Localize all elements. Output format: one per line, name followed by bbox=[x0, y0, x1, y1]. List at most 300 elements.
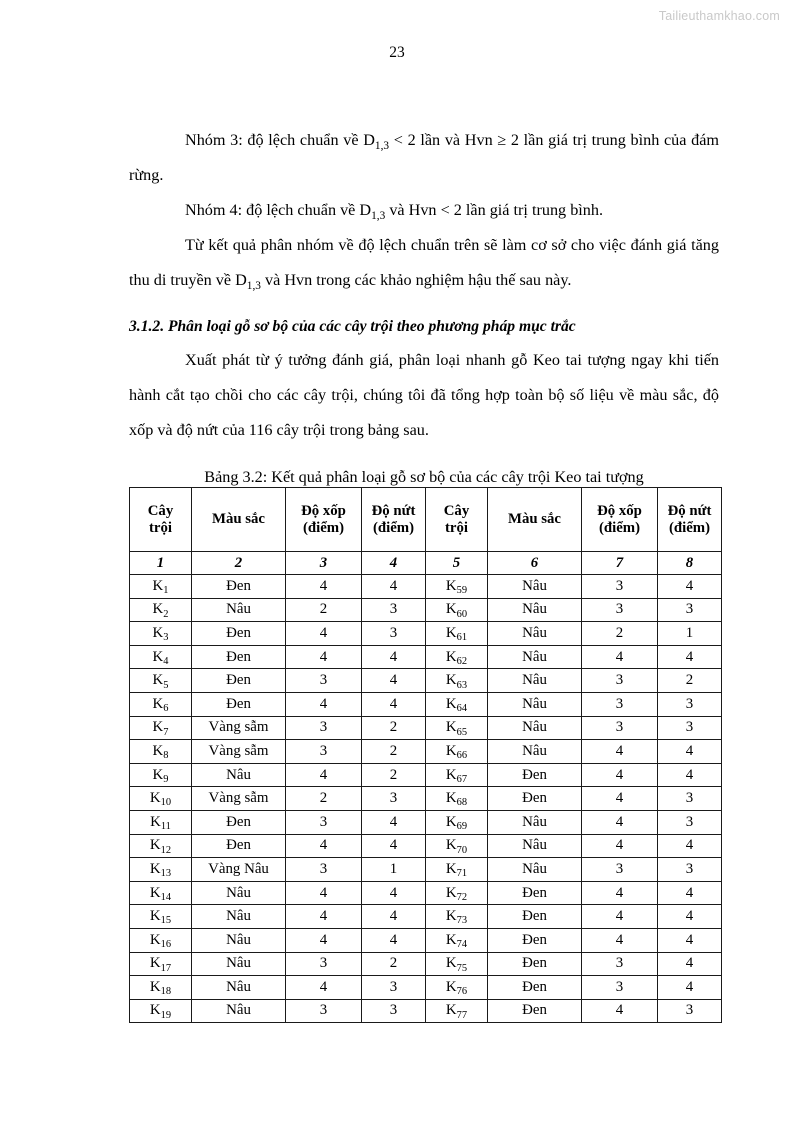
header-line-2: trội bbox=[148, 519, 172, 536]
table-row bbox=[130, 716, 722, 740]
cell-tree-id-left bbox=[130, 928, 192, 952]
tree-id-index: 70 bbox=[456, 844, 468, 856]
cell-tree-id-left bbox=[130, 622, 192, 646]
cell-crack-right: 1 bbox=[658, 622, 722, 646]
cell-crack-right: 4 bbox=[658, 645, 722, 669]
cell-porosity-left: 4 bbox=[286, 928, 362, 952]
table-row bbox=[130, 622, 722, 646]
table-header-row bbox=[130, 488, 722, 552]
tree-id-index: 9 bbox=[163, 773, 169, 785]
cell-color-left: Đen bbox=[192, 645, 286, 669]
tree-id-label: K bbox=[152, 742, 164, 759]
table-row bbox=[130, 858, 722, 882]
tree-id-index: 19 bbox=[160, 1009, 172, 1021]
cell-color-left: Đen bbox=[192, 692, 286, 716]
tree-id-index: 77 bbox=[456, 1009, 468, 1021]
cell-porosity-left: 3 bbox=[286, 810, 362, 834]
cell-color-right: Nâu bbox=[488, 858, 582, 882]
cell-crack-right: 3 bbox=[658, 999, 722, 1023]
tree-id-label: K bbox=[445, 908, 457, 925]
cell-crack-left: 3 bbox=[362, 999, 426, 1023]
tree-id-label: K bbox=[445, 837, 457, 854]
tree-id-label: K bbox=[445, 813, 457, 830]
table-body bbox=[130, 552, 722, 1023]
cell-tree-id-right bbox=[426, 645, 488, 669]
paragraph-conclusion-text-a: Từ kết quả phân nhóm về độ lệch chuẩn trên sẽ làm cơ sở cho việc đánh giá tăng thu di truyền về D bbox=[129, 236, 719, 289]
cell-crack-left: 4 bbox=[362, 645, 426, 669]
tree-id-label: K bbox=[445, 648, 457, 665]
tree-id-index: 73 bbox=[456, 915, 468, 927]
tree-id-index: 7 bbox=[163, 726, 169, 738]
header-cell-do-xop-2 bbox=[582, 488, 658, 552]
cell-tree-id-right bbox=[426, 976, 488, 1000]
cell-tree-id-left bbox=[130, 692, 192, 716]
tree-id-label: K bbox=[445, 931, 457, 948]
tree-id-index: 76 bbox=[456, 986, 468, 998]
header-line-1: Cây bbox=[443, 502, 470, 519]
tree-id-label: K bbox=[149, 908, 161, 925]
column-number-cell: 8 bbox=[658, 552, 722, 575]
cell-color-right: Nâu bbox=[488, 622, 582, 646]
cell-color-right: Nâu bbox=[488, 834, 582, 858]
cell-color-left: Nâu bbox=[192, 905, 286, 929]
cell-tree-id-left bbox=[130, 976, 192, 1000]
classification-table bbox=[129, 487, 722, 1023]
cell-color-left: Vàng Nâu bbox=[192, 858, 286, 882]
tree-id-label: K bbox=[445, 790, 457, 807]
cell-color-left: Vàng sẫm bbox=[192, 787, 286, 811]
paragraph-group-4 bbox=[129, 193, 719, 228]
table-caption: Bảng 3.2: Kết quả phân loại gỗ sơ bộ của các cây trội Keo tai tượng bbox=[204, 468, 644, 486]
cell-crack-left: 4 bbox=[362, 669, 426, 693]
cell-porosity-right: 4 bbox=[582, 645, 658, 669]
cell-tree-id-right bbox=[426, 575, 488, 599]
cell-color-right: Nâu bbox=[488, 575, 582, 599]
cell-tree-id-right bbox=[426, 740, 488, 764]
cell-color-right: Đen bbox=[488, 881, 582, 905]
tree-id-index: 69 bbox=[456, 821, 468, 833]
table-row bbox=[130, 928, 722, 952]
tree-id-index: 11 bbox=[160, 821, 171, 833]
cell-porosity-left: 4 bbox=[286, 622, 362, 646]
cell-crack-left: 4 bbox=[362, 928, 426, 952]
tree-id-label: K bbox=[150, 813, 161, 830]
tree-id-index: 67 bbox=[456, 773, 468, 785]
header-line-1: Màu sắc bbox=[507, 511, 562, 527]
cell-porosity-left: 3 bbox=[286, 740, 362, 764]
tree-id-label: K bbox=[445, 624, 457, 641]
cell-crack-right: 3 bbox=[658, 787, 722, 811]
paragraph-group-3-text-b: < 2 lần và Hvn ≥ 2 lần giá trị trung bình của đám rừng. bbox=[129, 131, 719, 184]
tree-id-index: 15 bbox=[160, 915, 172, 927]
tree-id-label: K bbox=[149, 884, 161, 901]
paragraph-group-4-text-a: Nhóm 4: độ lệch chuẩn về D bbox=[185, 201, 372, 219]
tree-id-index: 17 bbox=[160, 962, 172, 974]
header-line-2: (điểm) bbox=[668, 519, 711, 536]
tree-id-label: K bbox=[152, 648, 164, 665]
cell-porosity-right: 3 bbox=[582, 952, 658, 976]
cell-color-right: Đen bbox=[488, 999, 582, 1023]
cell-porosity-right: 4 bbox=[582, 881, 658, 905]
paragraph-section-body: Xuất phát từ ý tưởng đánh giá, phân loại nhanh gỗ Keo tai tượng ngay khi tiến hành cắt tạo chồi cho các cây trội, chúng tôi đã tổng hợp toàn bộ số liệu về màu sắc, độ xốp và độ nứt của 116 cây trội trong bảng sau. bbox=[129, 351, 719, 439]
header-line-2: (điểm) bbox=[372, 519, 415, 536]
table-row bbox=[130, 976, 722, 1000]
cell-crack-left: 2 bbox=[362, 952, 426, 976]
cell-crack-right: 4 bbox=[658, 881, 722, 905]
cell-porosity-right: 4 bbox=[582, 928, 658, 952]
tree-id-index: 72 bbox=[456, 891, 468, 903]
column-number-cell: 1 bbox=[130, 552, 192, 575]
cell-tree-id-left bbox=[130, 598, 192, 622]
cell-tree-id-left bbox=[130, 905, 192, 929]
cell-tree-id-right bbox=[426, 834, 488, 858]
tree-id-label: K bbox=[445, 884, 457, 901]
cell-color-right: Nâu bbox=[488, 598, 582, 622]
tree-id-label: K bbox=[149, 837, 161, 854]
column-number-row bbox=[130, 552, 722, 575]
cell-porosity-left: 4 bbox=[286, 976, 362, 1000]
tree-id-label: K bbox=[149, 978, 161, 995]
cell-porosity-right: 3 bbox=[582, 692, 658, 716]
cell-porosity-left: 3 bbox=[286, 716, 362, 740]
cell-porosity-right: 2 bbox=[582, 622, 658, 646]
tree-id-label: K bbox=[445, 672, 457, 689]
cell-tree-id-right bbox=[426, 999, 488, 1023]
cell-color-left: Đen bbox=[192, 669, 286, 693]
cell-porosity-left: 4 bbox=[286, 881, 362, 905]
tree-id-label: K bbox=[149, 1002, 161, 1019]
cell-tree-id-left bbox=[130, 575, 192, 599]
cell-crack-left: 4 bbox=[362, 881, 426, 905]
cell-porosity-left: 4 bbox=[286, 645, 362, 669]
table-container bbox=[129, 487, 720, 1023]
section-heading-3-1-2: 3.1.2. Phân loại gỗ sơ bộ của các cây trội theo phương pháp mục trắc bbox=[129, 318, 576, 335]
tree-id-index: 62 bbox=[456, 655, 468, 667]
tree-id-label: K bbox=[445, 978, 457, 995]
table-row bbox=[130, 763, 722, 787]
column-number-cell: 7 bbox=[582, 552, 658, 575]
tree-id-index: 74 bbox=[456, 939, 468, 951]
cell-porosity-left: 2 bbox=[286, 598, 362, 622]
tree-id-index: 3 bbox=[163, 632, 169, 644]
cell-porosity-right: 3 bbox=[582, 669, 658, 693]
cell-porosity-right: 3 bbox=[582, 976, 658, 1000]
cell-crack-left: 4 bbox=[362, 834, 426, 858]
cell-tree-id-left bbox=[130, 669, 192, 693]
tree-id-index: 5 bbox=[163, 679, 169, 691]
cell-crack-right: 4 bbox=[658, 952, 722, 976]
cell-porosity-left: 4 bbox=[286, 763, 362, 787]
cell-porosity-right: 3 bbox=[582, 858, 658, 882]
cell-crack-right: 3 bbox=[658, 858, 722, 882]
cell-tree-id-right bbox=[426, 905, 488, 929]
cell-tree-id-right bbox=[426, 763, 488, 787]
header-line-2: (điểm) bbox=[598, 519, 641, 536]
tree-id-label: K bbox=[152, 577, 164, 594]
cell-color-left: Đen bbox=[192, 622, 286, 646]
tree-id-label: K bbox=[445, 1002, 457, 1019]
cell-tree-id-right bbox=[426, 952, 488, 976]
document-body bbox=[129, 123, 719, 492]
cell-crack-left: 4 bbox=[362, 692, 426, 716]
column-number-cell: 5 bbox=[426, 552, 488, 575]
cell-color-left: Nâu bbox=[192, 976, 286, 1000]
tree-id-index: 1 bbox=[163, 585, 169, 597]
tree-id-index: 68 bbox=[456, 797, 468, 809]
table-row bbox=[130, 575, 722, 599]
cell-crack-left: 4 bbox=[362, 575, 426, 599]
tree-id-label: K bbox=[445, 695, 457, 712]
cell-color-left: Nâu bbox=[192, 928, 286, 952]
cell-crack-right: 4 bbox=[658, 834, 722, 858]
cell-porosity-left: 3 bbox=[286, 952, 362, 976]
column-number-cell: 2 bbox=[192, 552, 286, 575]
table-row bbox=[130, 787, 722, 811]
tree-id-label: K bbox=[149, 955, 161, 972]
table-row bbox=[130, 598, 722, 622]
subscript-d13-1: 1,3 bbox=[374, 139, 390, 152]
cell-porosity-right: 4 bbox=[582, 740, 658, 764]
cell-color-right: Đen bbox=[488, 952, 582, 976]
cell-porosity-left: 4 bbox=[286, 692, 362, 716]
cell-color-right: Đen bbox=[488, 763, 582, 787]
cell-porosity-left: 4 bbox=[286, 834, 362, 858]
tree-id-index: 13 bbox=[160, 868, 172, 880]
tree-id-label: K bbox=[152, 766, 164, 783]
cell-color-right: Đen bbox=[488, 976, 582, 1000]
cell-color-right: Nâu bbox=[488, 692, 582, 716]
header-line-1: Cây bbox=[147, 502, 174, 519]
cell-porosity-right: 3 bbox=[582, 598, 658, 622]
tree-id-label: K bbox=[152, 719, 164, 736]
tree-id-label: K bbox=[152, 672, 164, 689]
tree-id-index: 60 bbox=[456, 608, 468, 620]
cell-tree-id-left bbox=[130, 834, 192, 858]
cell-porosity-left: 3 bbox=[286, 669, 362, 693]
page-number: 23 bbox=[389, 44, 405, 61]
tree-id-index: 66 bbox=[456, 750, 468, 762]
tree-id-index: 12 bbox=[160, 844, 172, 856]
cell-tree-id-right bbox=[426, 622, 488, 646]
tree-id-index: 4 bbox=[163, 655, 169, 667]
cell-tree-id-left bbox=[130, 763, 192, 787]
cell-tree-id-right bbox=[426, 598, 488, 622]
cell-tree-id-left bbox=[130, 952, 192, 976]
subscript-d13-2: 1,3 bbox=[371, 209, 386, 222]
cell-color-left: Đen bbox=[192, 834, 286, 858]
table-row bbox=[130, 952, 722, 976]
cell-crack-left: 2 bbox=[362, 740, 426, 764]
tree-id-label: K bbox=[445, 766, 457, 783]
cell-crack-left: 4 bbox=[362, 905, 426, 929]
header-line-1: Độ xốp bbox=[301, 502, 346, 519]
paragraph-group-3 bbox=[129, 123, 719, 193]
paragraph-group-3-text-a: Nhóm 3: độ lệch chuẩn về D bbox=[185, 131, 375, 149]
cell-crack-left: 3 bbox=[362, 622, 426, 646]
cell-color-left: Nâu bbox=[192, 881, 286, 905]
header-line-1: Độ nứt bbox=[371, 502, 416, 519]
cell-color-left: Đen bbox=[192, 575, 286, 599]
cell-crack-right: 3 bbox=[658, 598, 722, 622]
cell-color-left: Nâu bbox=[192, 763, 286, 787]
cell-color-right: Đen bbox=[488, 787, 582, 811]
cell-crack-left: 3 bbox=[362, 787, 426, 811]
cell-tree-id-left bbox=[130, 787, 192, 811]
cell-tree-id-right bbox=[426, 881, 488, 905]
cell-porosity-right: 3 bbox=[582, 716, 658, 740]
cell-porosity-right: 4 bbox=[582, 905, 658, 929]
cell-tree-id-right bbox=[426, 858, 488, 882]
cell-color-left: Nâu bbox=[192, 999, 286, 1023]
cell-crack-left: 4 bbox=[362, 810, 426, 834]
cell-tree-id-left bbox=[130, 716, 192, 740]
cell-color-right: Nâu bbox=[488, 669, 582, 693]
table-row bbox=[130, 669, 722, 693]
cell-color-right: Nâu bbox=[488, 716, 582, 740]
tree-id-index: 10 bbox=[160, 797, 172, 809]
header-cell-cay-troi-2 bbox=[426, 488, 488, 552]
tree-id-index: 14 bbox=[160, 891, 172, 903]
cell-tree-id-left bbox=[130, 999, 192, 1023]
column-number-cell: 3 bbox=[286, 552, 362, 575]
cell-tree-id-left bbox=[130, 740, 192, 764]
cell-color-right: Đen bbox=[488, 928, 582, 952]
header-cell-do-xop-1 bbox=[286, 488, 362, 552]
cell-color-right: Nâu bbox=[488, 645, 582, 669]
cell-crack-right: 4 bbox=[658, 976, 722, 1000]
paragraph-conclusion bbox=[129, 228, 719, 298]
cell-crack-left: 1 bbox=[362, 858, 426, 882]
tree-id-label: K bbox=[445, 860, 457, 877]
cell-tree-id-right bbox=[426, 928, 488, 952]
tree-id-label: K bbox=[445, 719, 457, 736]
table-row bbox=[130, 834, 722, 858]
header-line-1: Độ nứt bbox=[667, 502, 712, 519]
cell-crack-right: 4 bbox=[658, 905, 722, 929]
header-cell-cay-troi-1 bbox=[130, 488, 192, 552]
tree-id-label: K bbox=[445, 742, 457, 759]
watermark-text: Tailieuthamkhao.com bbox=[658, 9, 780, 23]
tree-id-index: 63 bbox=[456, 679, 468, 691]
tree-id-label: K bbox=[152, 601, 164, 618]
cell-tree-id-right bbox=[426, 787, 488, 811]
cell-tree-id-left bbox=[130, 645, 192, 669]
cell-porosity-right: 4 bbox=[582, 999, 658, 1023]
cell-porosity-right: 3 bbox=[582, 575, 658, 599]
cell-crack-right: 3 bbox=[658, 692, 722, 716]
header-cell-do-nut-2 bbox=[658, 488, 722, 552]
cell-tree-id-right bbox=[426, 810, 488, 834]
tree-id-index: 75 bbox=[456, 962, 468, 974]
tree-id-index: 59 bbox=[456, 585, 468, 597]
cell-color-right: Đen bbox=[488, 905, 582, 929]
header-line-2: trội bbox=[444, 519, 468, 536]
cell-crack-left: 3 bbox=[362, 598, 426, 622]
cell-porosity-left: 4 bbox=[286, 905, 362, 929]
header-cell-mau-sac-2 bbox=[488, 488, 582, 552]
cell-crack-right: 4 bbox=[658, 928, 722, 952]
cell-color-left: Vàng sẫm bbox=[192, 716, 286, 740]
cell-color-left: Nâu bbox=[192, 598, 286, 622]
cell-tree-id-right bbox=[426, 669, 488, 693]
tree-id-label: K bbox=[445, 601, 457, 618]
table-row bbox=[130, 740, 722, 764]
cell-crack-right: 3 bbox=[658, 810, 722, 834]
tree-id-index: 16 bbox=[160, 939, 172, 951]
cell-color-left: Vàng sẫm bbox=[192, 740, 286, 764]
cell-porosity-right: 4 bbox=[582, 810, 658, 834]
table-row bbox=[130, 645, 722, 669]
cell-porosity-right: 4 bbox=[582, 787, 658, 811]
cell-crack-right: 4 bbox=[658, 763, 722, 787]
tree-id-label: K bbox=[445, 577, 457, 594]
tree-id-label: K bbox=[149, 790, 161, 807]
tree-id-index: 8 bbox=[163, 750, 169, 762]
cell-porosity-right: 4 bbox=[582, 763, 658, 787]
tree-id-label: K bbox=[149, 860, 161, 877]
cell-crack-right: 4 bbox=[658, 740, 722, 764]
table-row bbox=[130, 881, 722, 905]
tree-id-label: K bbox=[152, 695, 164, 712]
table-head bbox=[130, 488, 722, 552]
cell-color-right: Nâu bbox=[488, 810, 582, 834]
table-row bbox=[130, 692, 722, 716]
cell-color-left: Đen bbox=[192, 810, 286, 834]
header-cell-do-nut-1 bbox=[362, 488, 426, 552]
tree-id-index: 64 bbox=[456, 703, 468, 715]
tree-id-index: 61 bbox=[456, 632, 468, 644]
column-number-cell: 6 bbox=[488, 552, 582, 575]
table-row bbox=[130, 905, 722, 929]
cell-porosity-left: 4 bbox=[286, 575, 362, 599]
tree-id-index: 2 bbox=[163, 608, 169, 620]
header-line-2: (điểm) bbox=[302, 519, 345, 536]
cell-porosity-left: 3 bbox=[286, 858, 362, 882]
cell-crack-left: 3 bbox=[362, 976, 426, 1000]
cell-porosity-left: 3 bbox=[286, 999, 362, 1023]
cell-porosity-left: 2 bbox=[286, 787, 362, 811]
paragraph-group-4-text-b: và Hvn < 2 lần giá trị trung bình. bbox=[385, 201, 604, 219]
cell-crack-right: 2 bbox=[658, 669, 722, 693]
cell-crack-right: 3 bbox=[658, 716, 722, 740]
tree-id-label: K bbox=[152, 624, 164, 641]
tree-id-label: K bbox=[149, 931, 161, 948]
cell-color-left: Nâu bbox=[192, 952, 286, 976]
cell-crack-right: 4 bbox=[658, 575, 722, 599]
cell-tree-id-right bbox=[426, 716, 488, 740]
cell-color-right: Nâu bbox=[488, 740, 582, 764]
header-line-1: Độ xốp bbox=[597, 502, 642, 519]
header-line-1: Màu sắc bbox=[211, 511, 266, 527]
cell-crack-left: 2 bbox=[362, 716, 426, 740]
cell-tree-id-left bbox=[130, 810, 192, 834]
cell-tree-id-right bbox=[426, 692, 488, 716]
tree-id-index: 71 bbox=[456, 868, 468, 880]
table-row bbox=[130, 999, 722, 1023]
table-row bbox=[130, 810, 722, 834]
tree-id-label: K bbox=[445, 955, 457, 972]
cell-porosity-right: 4 bbox=[582, 834, 658, 858]
column-number-cell: 4 bbox=[362, 552, 426, 575]
cell-tree-id-left bbox=[130, 858, 192, 882]
cell-tree-id-left bbox=[130, 881, 192, 905]
tree-id-index: 65 bbox=[456, 726, 468, 738]
tree-id-index: 18 bbox=[160, 986, 172, 998]
tree-id-index: 6 bbox=[163, 703, 169, 715]
header-cell-mau-sac-1 bbox=[192, 488, 286, 552]
cell-crack-left: 2 bbox=[362, 763, 426, 787]
paragraph-conclusion-text-b: và Hvn trong các khảo nghiệm hậu thế sau này. bbox=[260, 271, 572, 289]
